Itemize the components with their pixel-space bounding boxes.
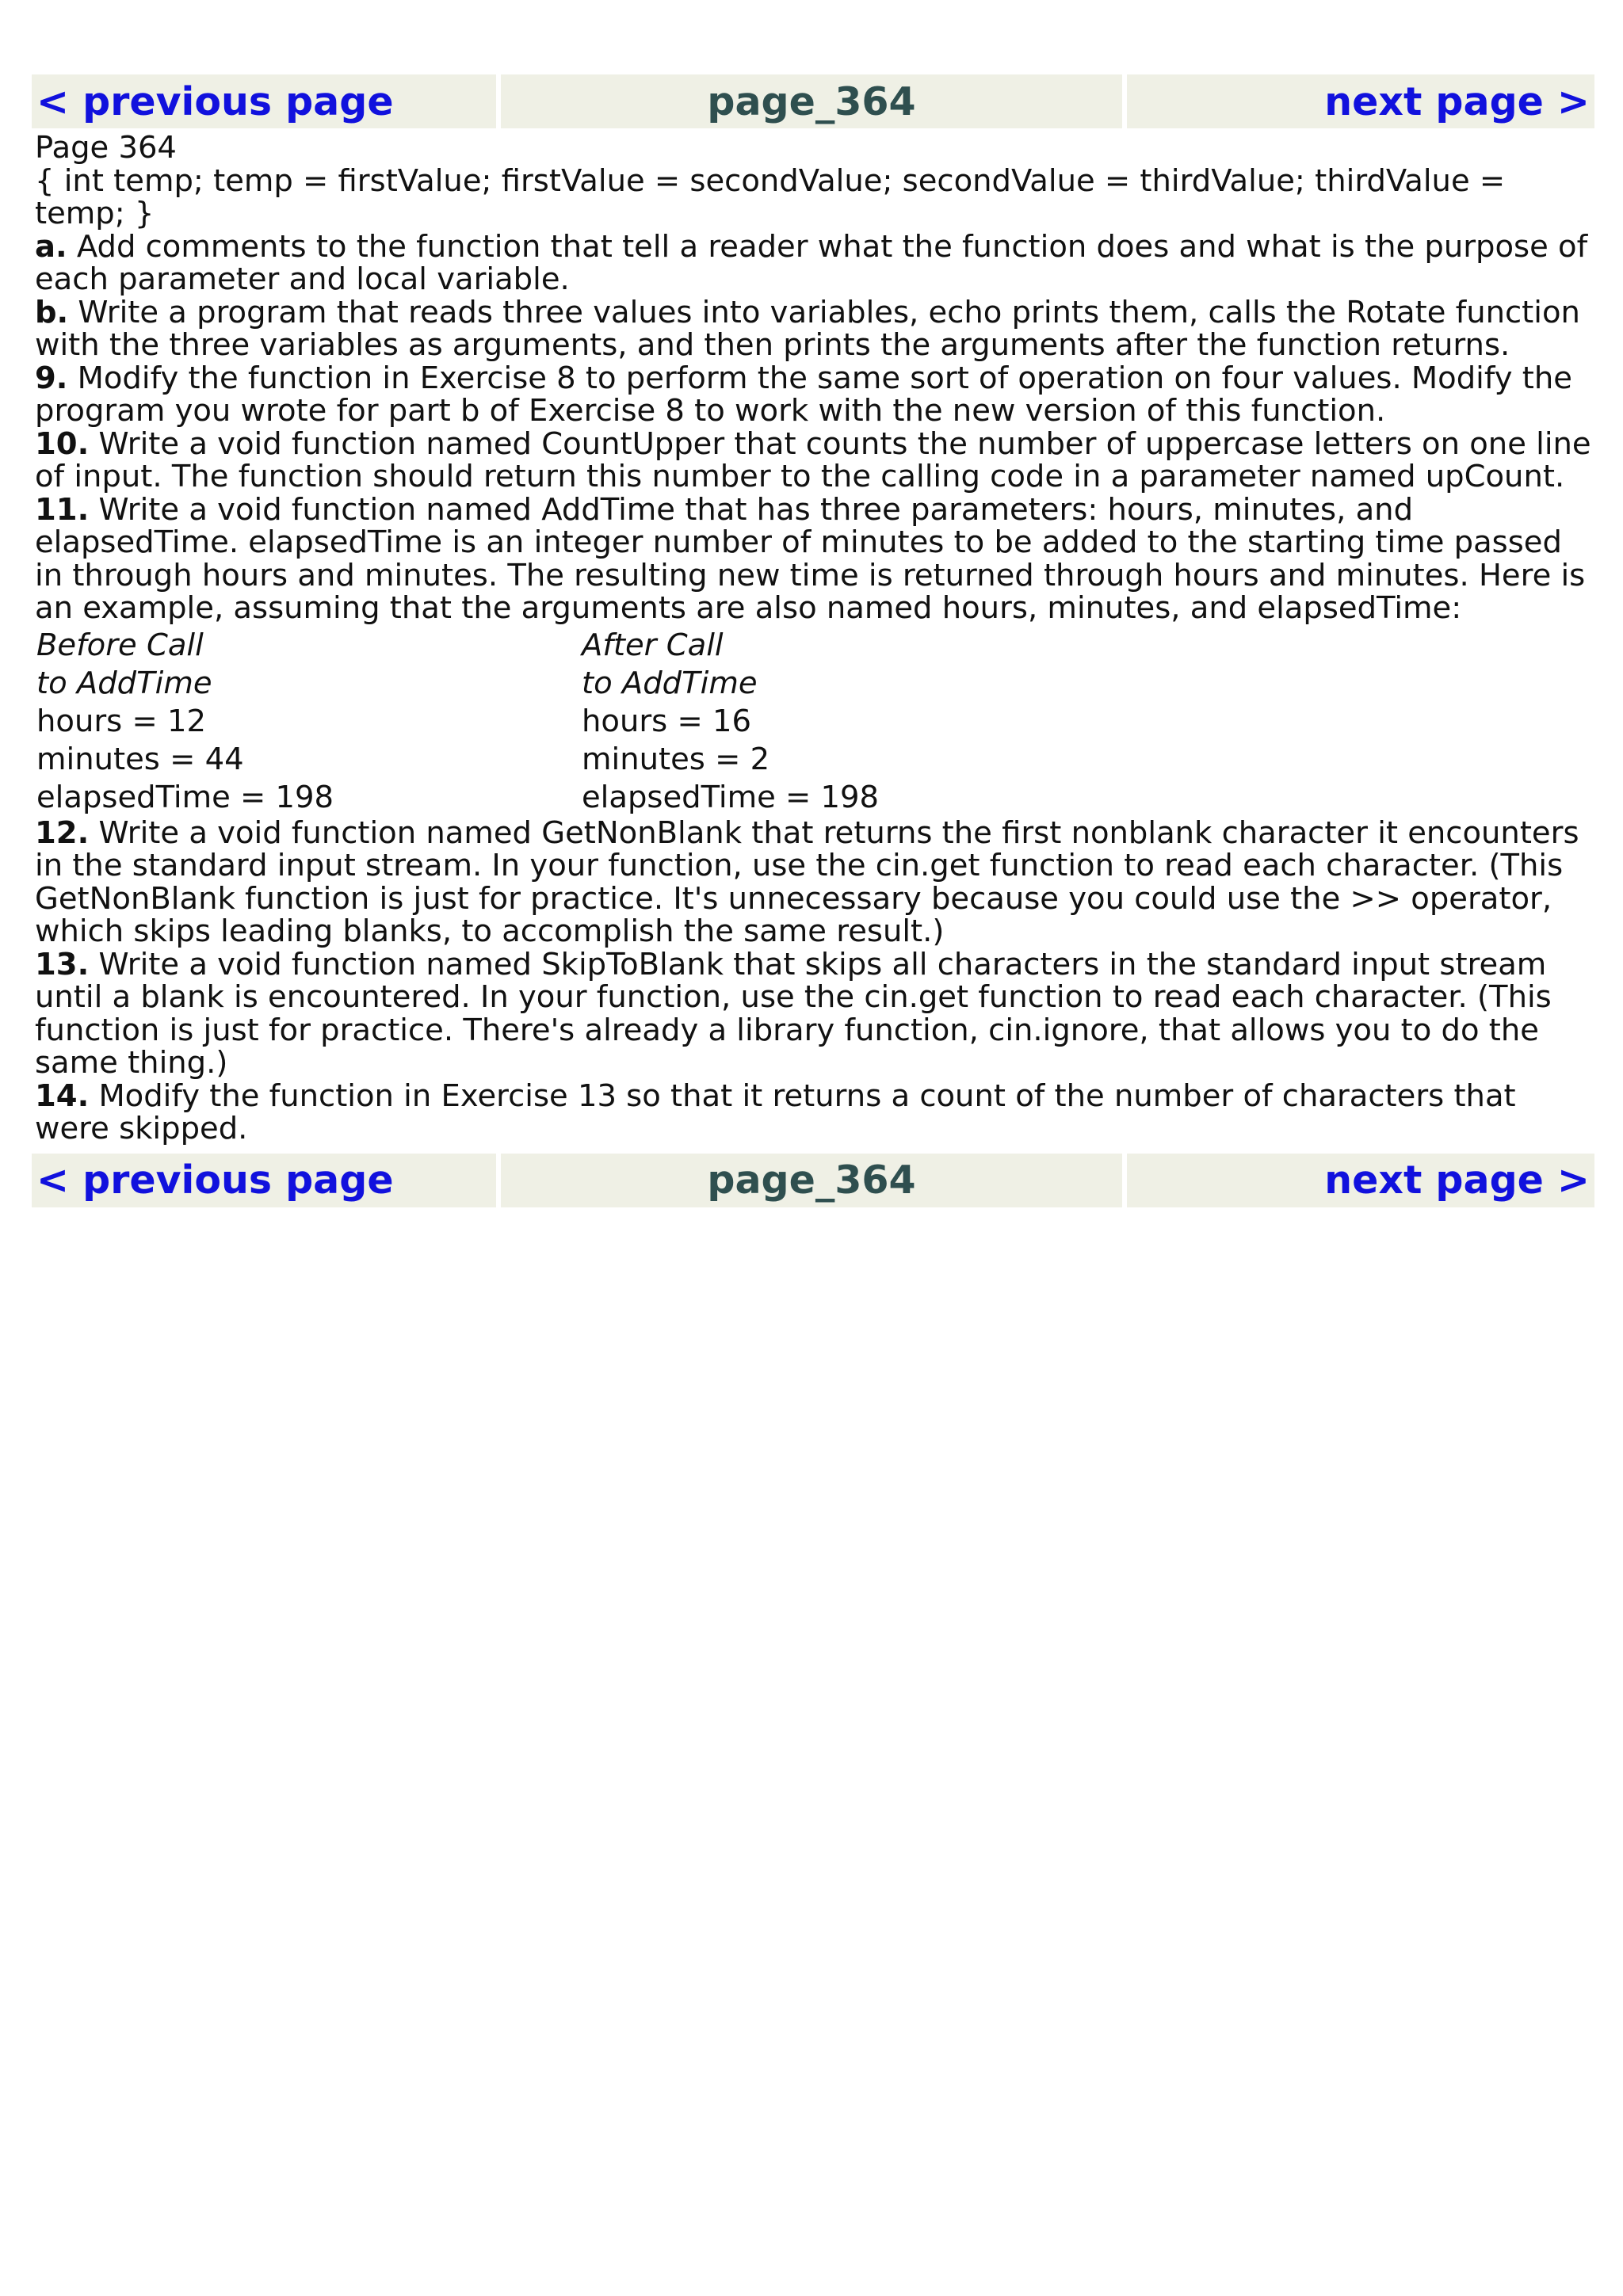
exercise-text: Modify the function in Exercise 8 to perform the same sort of operation on four values. Modify the program you wrote for part b of Exercise 8 to work with the new version of this function. (35, 360, 1572, 429)
exercise-number: 12. (35, 814, 90, 851)
page-title: page_364 (707, 1158, 916, 1203)
table-cell: elapsedTime = 198 (582, 779, 880, 815)
top-nav-prev-cell (32, 74, 496, 128)
exercise-number: b. (35, 294, 69, 330)
table-header-row (35, 627, 880, 665)
page (32, 74, 1594, 1207)
bottom-navbar (32, 1154, 1594, 1207)
bottom-nav-title-cell (501, 1154, 1122, 1207)
bottom-nav-next-cell (1127, 1154, 1594, 1207)
exercise-number: a. (35, 228, 67, 265)
exercise-number: 14. (35, 1077, 90, 1114)
table-header-cell: After Call (582, 627, 724, 663)
exercise-text: Write a void function named AddTime that has three parameters: hours, minutes, and elapsedTime. elapsedTime is an integer number of minutes to be added to the starting time passed in through hours and minutes. The resulting new time is returned through hours and minutes. Here is an example, assuming that the arguments are also named hours, minutes, and elapsedTime: (35, 491, 1586, 626)
code-line: { int temp; temp = firstValue; firstValue = secondValue; secondValue = thirdValue; thirdValue = temp; } (35, 162, 1506, 231)
page-content (32, 128, 1594, 1146)
exercise-number: 9. (35, 360, 68, 396)
next-page-link[interactable]: next page > (1324, 1158, 1590, 1203)
table-row (35, 779, 880, 817)
addtime-example-table (35, 627, 880, 817)
table-cell: minutes = 44 (36, 741, 244, 777)
exercise-number: 13. (35, 946, 90, 982)
table-row (35, 741, 880, 779)
table-header-row (35, 665, 880, 703)
page-label: Page 364 (35, 130, 177, 166)
exercise-text: Add comments to the function that tell a reader what the function does and what is the purpose of each parameter and local variable. (35, 228, 1588, 297)
exercise-item (35, 1077, 1591, 1146)
exercise-item (35, 425, 1591, 494)
next-page-link[interactable]: next page > (1324, 78, 1590, 124)
exercise-text: Write a void function named SkipToBlank that skips all characters in the standard input stream until a blank is encountered. In your function, use the cin.get function to read each character. (This function is just for practice. There's already a library function, cin.ignore, that allows you to do the same thing.) (35, 946, 1552, 1081)
top-navbar (32, 74, 1594, 128)
exercise-item (35, 814, 1591, 949)
table-cell: hours = 12 (36, 703, 206, 739)
exercise-number: 10. (35, 425, 90, 462)
table-cell: elapsedTime = 198 (36, 779, 334, 815)
exercise-item (35, 491, 1591, 626)
bottom-nav-prev-cell (32, 1154, 496, 1207)
exercise-text: Write a program that reads three values into variables, echo prints them, calls the Rotate function with the three variables as arguments, and then prints the arguments after the function returns. (35, 294, 1580, 363)
exercise-item (35, 948, 1591, 1080)
table-cell: minutes = 2 (582, 741, 770, 777)
top-nav-title-cell (501, 74, 1122, 128)
exercise-text: Write a void function named CountUpper that counts the number of uppercase letters on one line of input. The function should return this number to the calling code in a parameter named upCount. (35, 425, 1591, 494)
table-row (35, 703, 880, 741)
table-cell: hours = 16 (582, 703, 751, 739)
page-title: page_364 (707, 78, 916, 124)
table-header-cell: to AddTime (582, 665, 758, 701)
exercise-item (35, 228, 1591, 297)
exercise-item (35, 296, 1591, 362)
table-header-cell: to AddTime (36, 665, 212, 701)
exercise-item (35, 362, 1591, 428)
exercise-number: 11. (35, 491, 90, 528)
previous-page-link[interactable]: < previous page (36, 78, 394, 124)
exercise-text: Modify the function in Exercise 13 so that it returns a count of the number of characters that were skipped. (35, 1077, 1516, 1146)
top-nav-next-cell (1127, 74, 1594, 128)
table-header-cell: Before Call (36, 627, 204, 663)
exercise-text: Write a void function named GetNonBlank that returns the first nonblank character it encounters in the standard input stream. In your function, use the cin.get function to read each character. (This GetNonBlank function is just for practice. It's unnecessary because you could use the >> operator, which skips leading blanks, to accomplish the same result.) (35, 814, 1579, 949)
previous-page-link[interactable]: < previous page (36, 1158, 394, 1203)
